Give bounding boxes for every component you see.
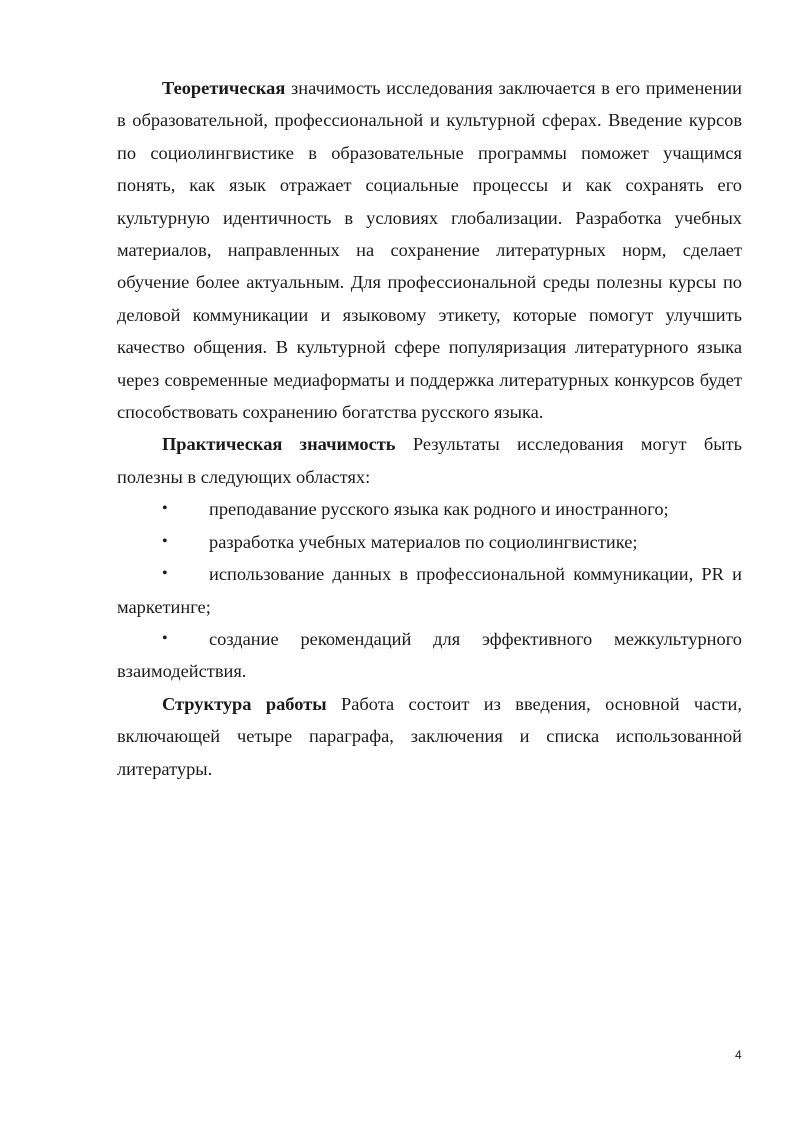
list-item-text: использование данных в профессиональной коммуникации, PR и маркетинге;: [117, 564, 742, 617]
application-areas-list: [117, 493, 742, 687]
work-structure-text: Работа состоит из введения, основной части, включающей четыре параграфа, заключения и списка использованной литературы.: [117, 693, 742, 779]
bullet-icon: •: [162, 500, 168, 518]
list-item: [117, 558, 742, 623]
document-page: [117, 72, 742, 785]
bullet-icon: •: [162, 532, 168, 550]
bullet-icon: •: [162, 629, 168, 647]
practical-significance-text: Результаты исследования могут быть полезны в следующих областях:: [117, 434, 743, 487]
theoretical-significance-paragraph: [117, 72, 742, 428]
page-number: 4: [735, 1048, 742, 1062]
list-item: [117, 493, 742, 525]
bullet-icon: •: [162, 565, 168, 583]
list-item-text: преподавание русского языка как родного и иностранного;: [209, 499, 669, 520]
work-structure-heading: Структура работы: [162, 693, 327, 714]
work-structure-paragraph: [117, 688, 742, 785]
list-item: [117, 623, 742, 688]
list-item-text: разработка учебных материалов по социолингвистике;: [209, 531, 638, 552]
list-item-text: создание рекомендаций для эффективного межкультурного взаимодействия.: [117, 628, 742, 682]
theoretical-significance-text: значимость исследования заключается в его применении в образовательной, профессиональной и культурной сферах. Введение курсов по социолингвистике в образовательные программы поможет учащимся понять, как язык отражает социальные процессы и как сохранять его культурную идентичность в условиях глобализации. Разработка учебных материалов, направленных на сохранение литературных норм, сделает обучение более актуальным. Для профессиональной среды полезны курсы по деловой коммуникации и языковому этикету, которые помогут улучшить качество общения. В культурной сфере популяризация литературного языка через современные медиаформаты и поддержка литературных конкурсов будет способствовать сохранению богатства русского языка.: [117, 78, 742, 423]
theoretical-significance-heading: Теоретическая: [162, 78, 286, 98]
practical-significance-heading: Практическая значимость: [162, 434, 396, 455]
list-item: [117, 526, 742, 558]
practical-significance-paragraph: [117, 428, 742, 493]
